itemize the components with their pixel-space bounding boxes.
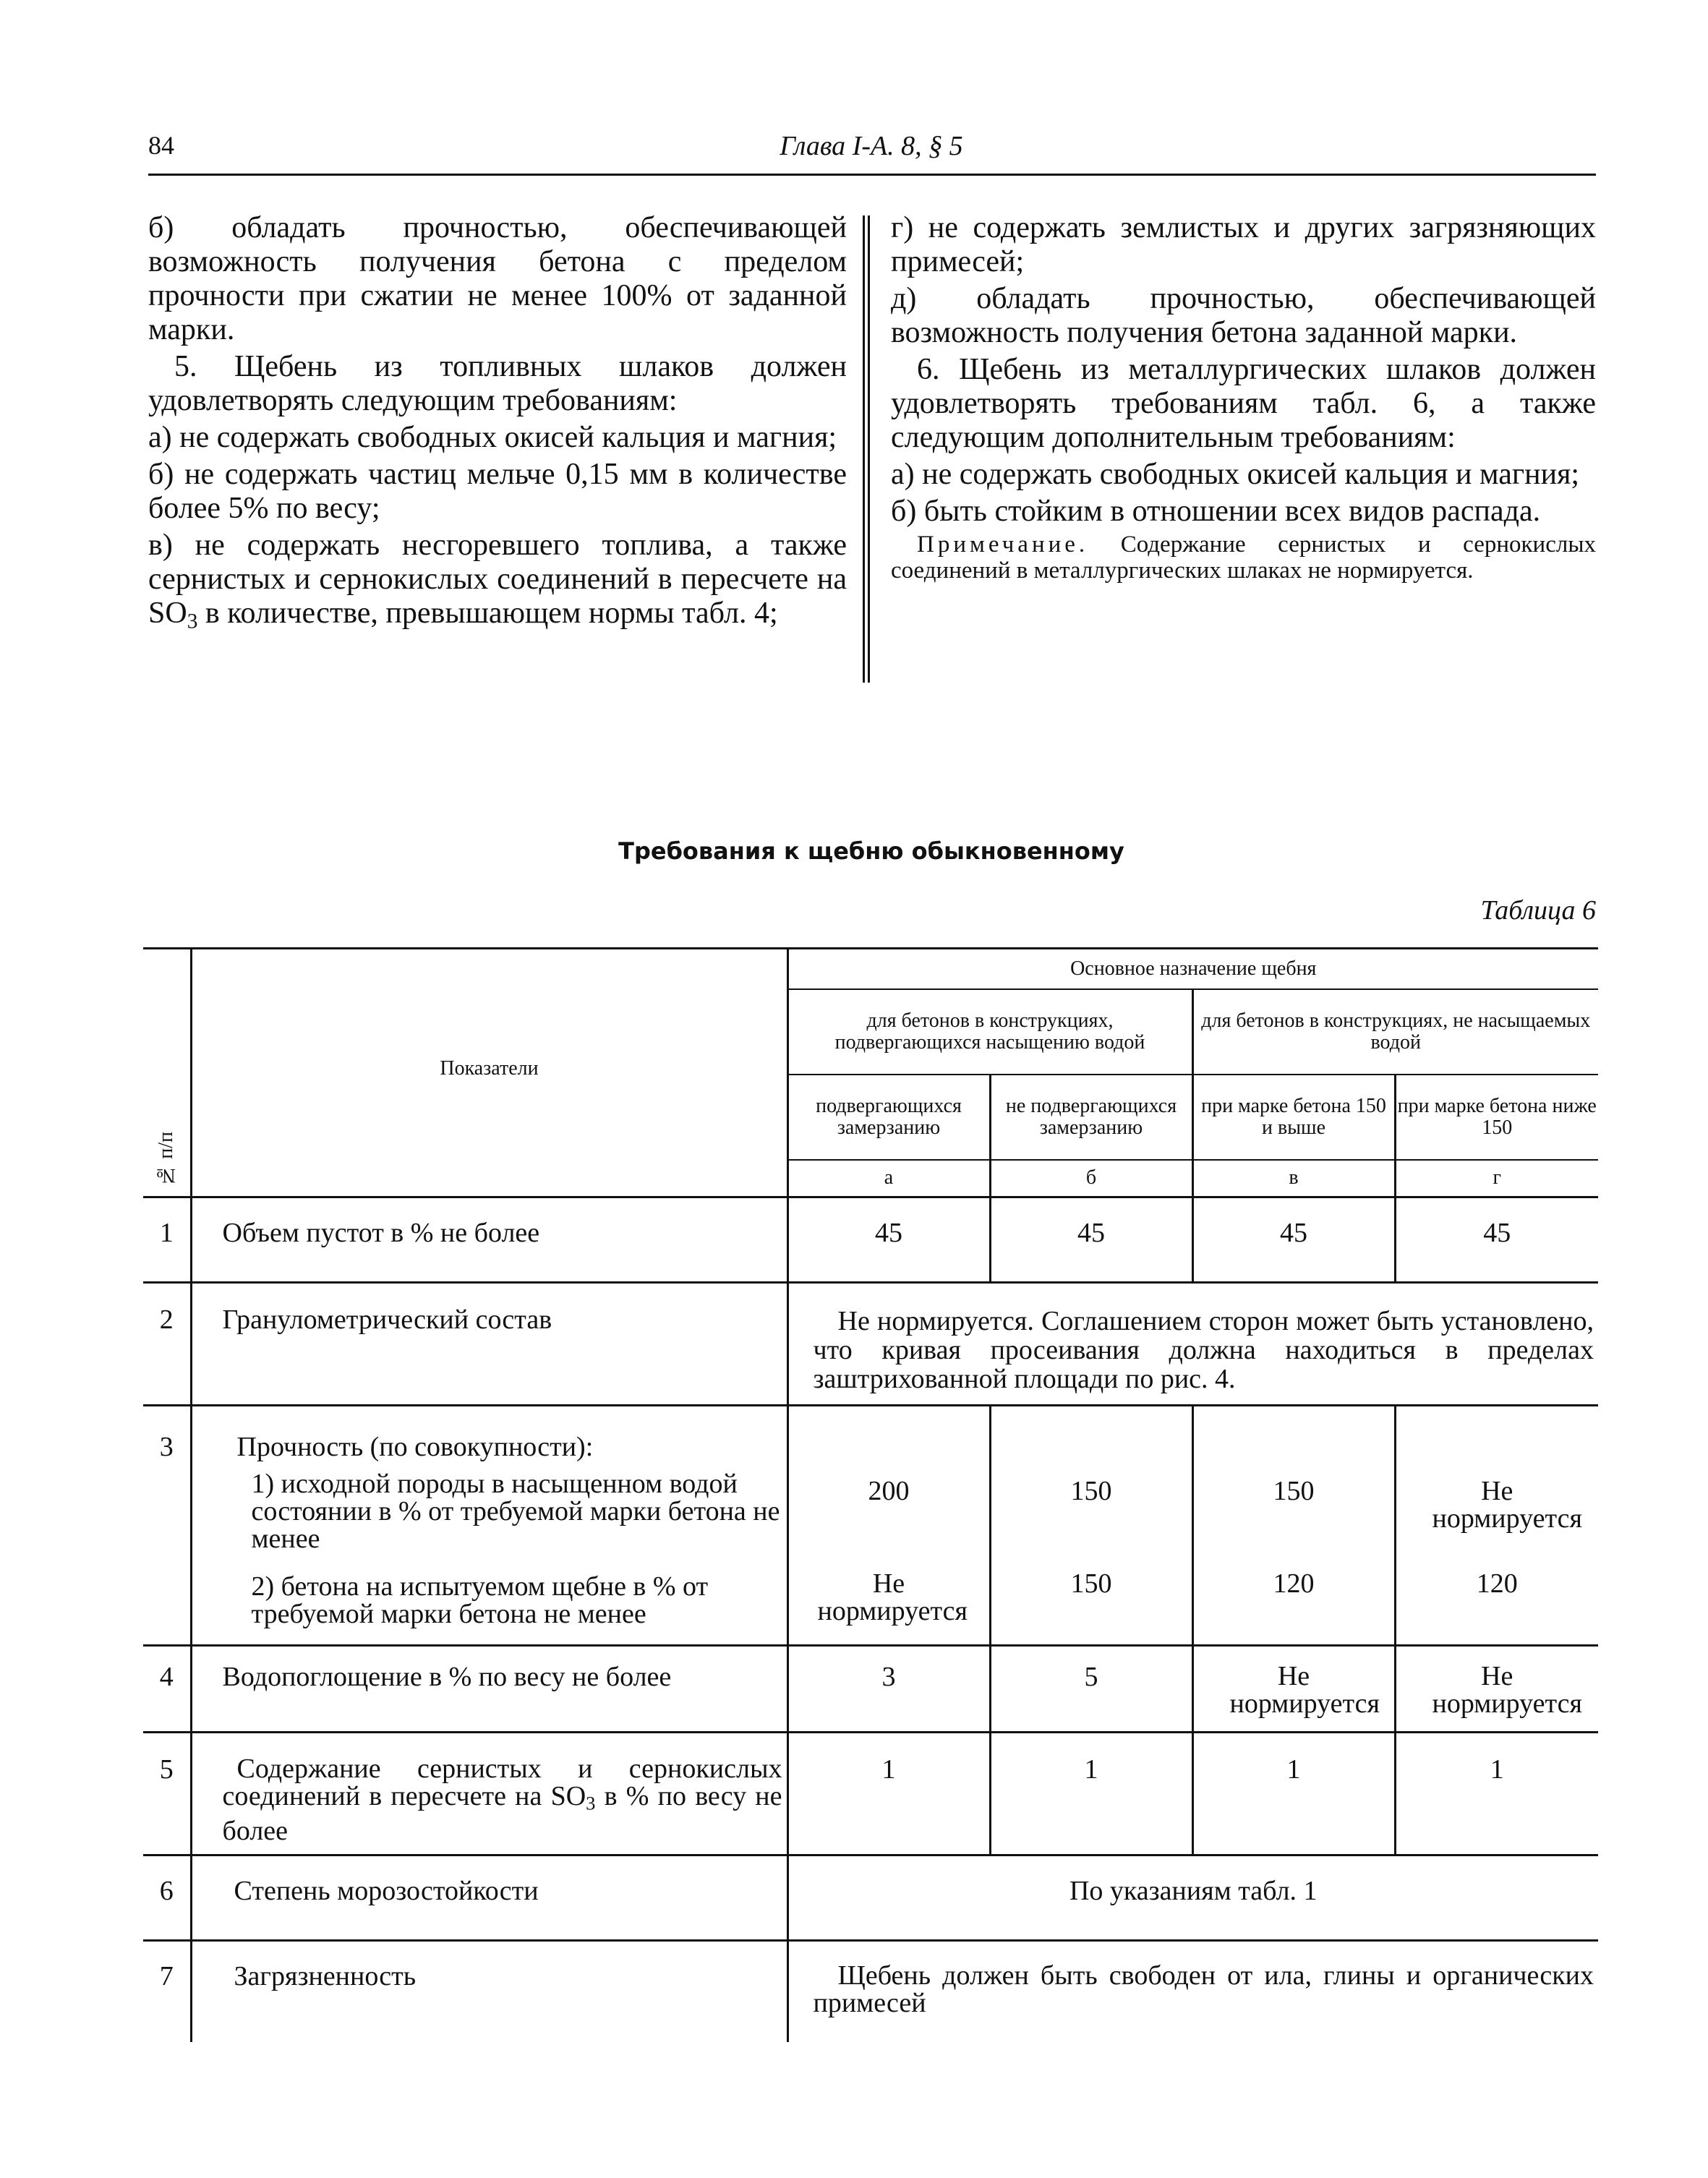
- col-purpose-header: Основное назначение щебня: [787, 949, 1598, 989]
- cell-value: 1: [1395, 1733, 1598, 1855]
- row-label: Содержание сернистых и сернокислых соединений в пересчете на $SO_3$ в % по весу не более: [191, 1733, 787, 1855]
- cell-value: 45: [787, 1197, 990, 1283]
- row-number: 7: [159, 1961, 174, 1991]
- table-row: [143, 1283, 1598, 1406]
- paragraph: д) обладать прочностью, обеспечивающей возможность получения бетона заданной марки.: [891, 282, 1596, 349]
- merged-cell: Щебень должен быть свободен от ила, глины и органических примесей: [787, 1941, 1598, 2042]
- cell-value: 200: [868, 1476, 910, 1506]
- sub-indicator-2: 2) бетона на испытуемом щебне в % от требуемой марки бетона не менее: [251, 1571, 709, 1629]
- letter-a: а: [787, 1160, 990, 1197]
- header-rule: [148, 174, 1596, 176]
- merged-cell: Не нормируется. Соглашением сторон может быть установлено, что кривая просеивания должна находиться в пределах заштрихованной площади по рис. 4.: [787, 1283, 1598, 1406]
- paragraph: г) не содержать землистых и других загрязняющих примесей;: [891, 211, 1596, 278]
- paragraph: 6. Щебень из металлургических шлаков должен удовлетворять требованиям табл. 6, а также следующим дополнительным требованиям:: [891, 353, 1596, 454]
- table-row: [143, 1733, 1598, 1855]
- row-number: 6: [143, 1855, 191, 1941]
- cell-value: 150: [1273, 1476, 1315, 1506]
- cell-value: 45: [1192, 1197, 1395, 1283]
- paragraph: а) не содержать свободных окисей кальция и магния;: [891, 458, 1580, 491]
- cell-value: 120: [1476, 1568, 1518, 1599]
- cell-value: 1: [787, 1733, 990, 1855]
- table-row: [143, 1941, 1598, 2042]
- cell-value: Не нормируется: [817, 1568, 968, 1626]
- paragraph: а) не содержать свободных окисей кальция и магния;: [148, 421, 837, 454]
- row-label: Степень морозостойкости: [191, 1855, 787, 1941]
- row-number: 5: [143, 1733, 191, 1855]
- note: [891, 531, 1596, 584]
- cell-value: 1: [1192, 1733, 1395, 1855]
- row-label: Водопоглощение в % по весу не более: [191, 1646, 787, 1733]
- letter-g: г: [1395, 1160, 1598, 1197]
- column-divider: [863, 215, 870, 683]
- paragraph: б) не содержать частиц мельче 0,15 мм в количестве более 5% по весу;: [148, 458, 847, 525]
- cell-value: Не нормируется: [1395, 1646, 1598, 1733]
- cell-value: Не нормируется: [1432, 1476, 1582, 1534]
- cell-value: 150: [1070, 1476, 1112, 1506]
- merged-cell: По указаниям табл. 1: [787, 1855, 1598, 1941]
- cell-value: 120: [1273, 1568, 1315, 1599]
- row-number: 4: [143, 1646, 191, 1733]
- requirements-table: [143, 947, 1598, 2042]
- letter-b: б: [990, 1160, 1192, 1197]
- row-label: Загрязненность: [191, 1941, 787, 2042]
- running-head: Глава I-А. 8, § 5: [780, 131, 963, 161]
- row-number: 2: [143, 1283, 191, 1406]
- group2-header: для бетонов в конструкциях, не насыщаемых водой: [1192, 989, 1598, 1075]
- paragraph: 5. Щебень из топливных шлаков должен удовлетворять следующим требованиям:: [148, 350, 847, 417]
- table-row: [143, 1406, 1598, 1646]
- cell-group: [787, 1406, 990, 1646]
- cell-group: [1395, 1406, 1598, 1646]
- table-title: Требования к щебню обыкновенному: [618, 837, 1124, 865]
- sub-header-b: не подвергающихся замерзанию: [990, 1075, 1192, 1160]
- right-column: [891, 211, 1596, 586]
- cell-value: 45: [1395, 1197, 1598, 1283]
- table-number: Таблица 6: [1480, 895, 1596, 926]
- cell-group: [1192, 1406, 1395, 1646]
- row-label: Гранулометрический состав: [191, 1283, 787, 1406]
- row-number: 3: [143, 1406, 191, 1646]
- cell-value: 1: [990, 1733, 1192, 1855]
- sub-header-a: подвергающихся замерзанию: [787, 1075, 990, 1160]
- col-indicators-header: Показатели: [191, 949, 787, 1197]
- paragraph: б) обладать прочностью, обеспечивающей возможность получения бетона с пределом прочности при сжатии не менее 100% от заданной марки.: [148, 211, 847, 346]
- cell-value: 5: [990, 1646, 1192, 1733]
- row-number: 1: [143, 1197, 191, 1283]
- note-label: Примечание.: [917, 531, 1089, 558]
- col-num-header: № п/п: [143, 949, 191, 1197]
- letter-v: в: [1192, 1160, 1395, 1197]
- row-label: Прочность (по совокупности):: [236, 1432, 594, 1462]
- page-header: [148, 130, 1594, 174]
- cell-value: 3: [787, 1646, 990, 1733]
- sub-header-g: при марке бетона ниже 150: [1395, 1075, 1598, 1160]
- row-label: Объем пустот в % не более: [191, 1197, 787, 1283]
- page-number: 84: [148, 131, 174, 160]
- paragraph: в) не содержать несгоревшего топлива, а также сернистых и сернокислых соединений в пересчете на $SO_3$ в количестве, превышающем нормы табл. 4;: [148, 529, 847, 633]
- cell-value: 45: [990, 1197, 1192, 1283]
- left-column: [148, 211, 847, 641]
- table-row: [143, 1197, 1598, 1283]
- table-row: [143, 1646, 1598, 1733]
- paragraph: б) быть стойким в отношении всех видов распада.: [891, 495, 1541, 528]
- sub-indicator-1: 1) исходной породы в насыщенном водой состоянии в % от требуемой марки бетона не менее: [251, 1469, 780, 1554]
- cell-value: 150: [1070, 1568, 1112, 1599]
- table-row: [143, 1855, 1598, 1941]
- sub-header-v: при марке бетона 150 и выше: [1192, 1075, 1395, 1160]
- group1-header: для бетонов в конструкциях, подвергающихся насыщению водой: [787, 989, 1192, 1075]
- note-text: Содержание сернистых и сернокислых соединений в металлургических шлаках не нормируется.: [891, 531, 1596, 584]
- cell-group: [990, 1406, 1192, 1646]
- cell-value: Не нормируется: [1192, 1646, 1395, 1733]
- row-label-group: [191, 1406, 787, 1646]
